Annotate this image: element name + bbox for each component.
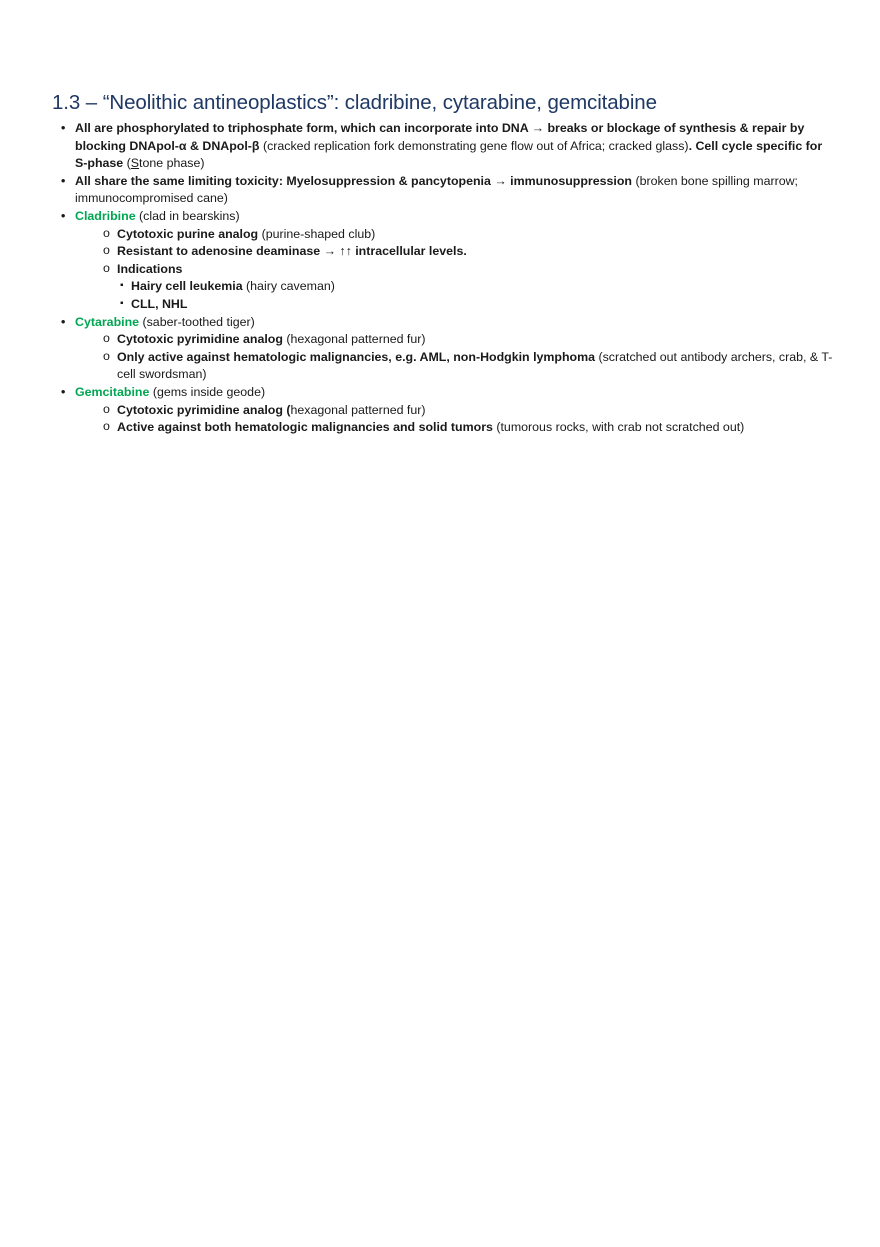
- cytarabine-mnemonic: (saber-toothed tiger): [139, 314, 255, 329]
- list-item: [96, 331, 834, 349]
- page-title: 1.3 – “Neolithic antineoplastics”: cladribine, cytarabine, gemcitabine: [52, 91, 657, 114]
- list-item: [117, 296, 834, 314]
- cladribine-sublist: [75, 226, 834, 314]
- cladribine-indications-heading: Indications: [117, 261, 183, 276]
- notes-body: [56, 120, 834, 437]
- gemcitabine-sublist: [75, 402, 834, 437]
- bullet-toxicity: [56, 173, 834, 208]
- gemcitabine-activity-note: (tumorous rocks, with crab not scratched out): [492, 420, 745, 435]
- bullet-mechanism: [56, 120, 834, 173]
- list-item: [96, 349, 834, 384]
- mechanism-mnemonic: (cracked replication fork demonstrating gene flow out of Africa; cracked glass): [259, 138, 689, 153]
- list-item: [117, 278, 834, 296]
- drug-name-cladribine: Cladribine: [75, 208, 136, 223]
- drug-name-gemcitabine: Gemcitabine: [75, 384, 150, 399]
- gemcitabine-analog: Cytotoxic pyrimidine analog (: [117, 402, 291, 417]
- mechanism-bold: All are phosphorylated to triphosphate form, which can incorporate into DNA → breaks or blockage of synthesis & repair by blocking DNApol-α & DNApol-β: [75, 121, 805, 153]
- list-item: [96, 402, 834, 420]
- stone-phase-rest: tone phase): [139, 156, 205, 171]
- toxicity-bold: All share the same limiting toxicity: Myelosuppression & pancytopenia → immunosuppression: [75, 173, 633, 188]
- cytarabine-analog: Cytotoxic pyrimidine analog: [117, 332, 283, 347]
- cladribine-analog-note: (purine-shaped club): [258, 226, 376, 241]
- list-item: [96, 243, 834, 261]
- cell-cycle-bold: . Cell cycle specific for S-phase: [75, 138, 823, 171]
- cladribine-resistance: Resistant to adenosine deaminase → ↑↑ intracellular levels.: [117, 244, 467, 259]
- indication-cll-nhl: CLL, NHL: [131, 296, 188, 311]
- drug-name-cytarabine: Cytarabine: [75, 314, 140, 329]
- cladribine-mnemonic: (clad in bearskins): [135, 208, 240, 223]
- bullet-gemcitabine: [56, 384, 834, 437]
- indications-sublist: [117, 278, 834, 313]
- stone-phase-open: (: [123, 156, 131, 171]
- main-bullet-list: [56, 120, 834, 437]
- cladribine-analog: Cytotoxic purine analog: [117, 226, 259, 241]
- list-item: [96, 419, 834, 437]
- list-item: [96, 261, 834, 314]
- stone-phase-underlined: S: [130, 156, 140, 171]
- cytarabine-activity: Only active against hematologic malignancies, e.g. AML, non-Hodgkin lymphoma: [117, 349, 596, 364]
- cytarabine-activity-note: (scratched out antibody archers, crab, & T-cell swordsman): [117, 349, 833, 382]
- bullet-cladribine: [56, 208, 834, 314]
- indication-hairy-cell: Hairy cell leukemia: [131, 279, 243, 294]
- gemcitabine-activity: Active against both hematologic malignancies and solid tumors: [117, 420, 493, 435]
- indication-hairy-cell-note: (hairy caveman): [242, 279, 335, 294]
- toxicity-mnemonic: (broken bone spilling marrow; immunocompromised cane): [75, 173, 798, 206]
- gemcitabine-analog-note: hexagonal patterned fur): [290, 402, 426, 417]
- cytarabine-analog-note: (hexagonal patterned fur): [282, 332, 426, 347]
- list-item: [96, 226, 834, 244]
- gemcitabine-mnemonic: (gems inside geode): [149, 384, 266, 399]
- bullet-cytarabine: [56, 314, 834, 384]
- cytarabine-sublist: [75, 331, 834, 384]
